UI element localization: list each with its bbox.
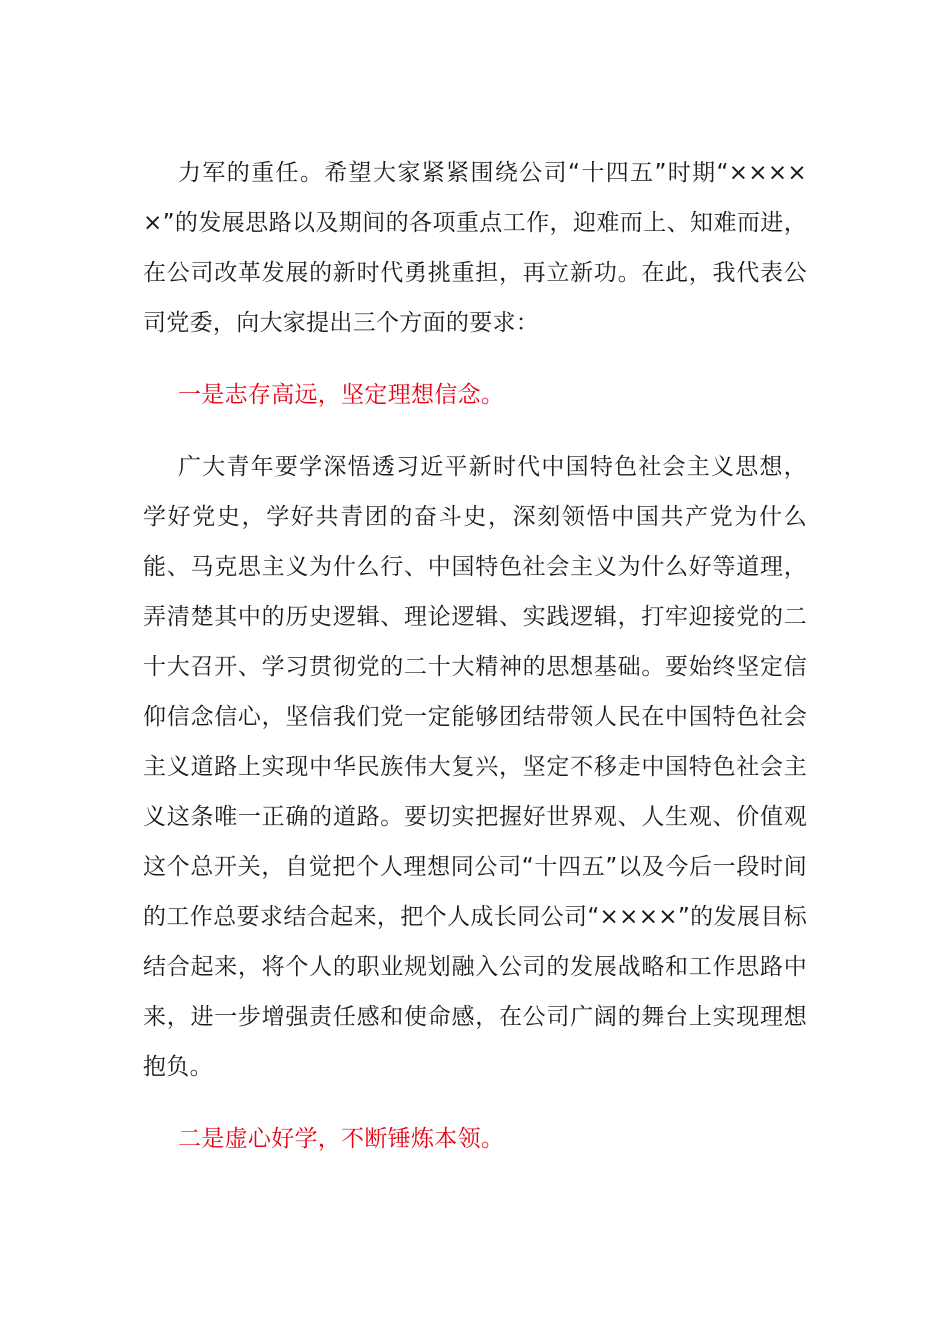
document-body [143, 148, 807, 1164]
paragraph-spacer [143, 1092, 807, 1114]
paragraph-spacer [143, 348, 807, 370]
section-body-1: 广大青年要学深悟透习近平新时代中国特色社会主义思想，学好党史，学好共青团的奋斗史，深刻领悟中国共产党为什么能、马克思主义为什么行、中国特色社会主义为什么好等道理，弄清楚其中的历史逻辑、理论逻辑、实践逻辑，打牢迎接党的二十大召开、学习贯彻党的二十大精神的思想基础。要始终坚定信仰信念信心，坚信我们党一定能够团结带领人民在中国特色社会主义道路上实现中华民族伟大复兴，坚定不移走中国特色社会主义这条唯一正确的道路。要切实把握好世界观、人生观、价值观这个总开关，自觉把个人理想同公司“十四五”以及今后一段时间的工作总要求结合起来，把个人成长同公司“××××”的发展目标结合起来，将个人的职业规划融入公司的发展战略和工作思路中来，进一步增强责任感和使命感，在公司广阔的舞台上实现理想抱负。 [143, 454, 807, 1080]
section-heading-2: 二是虚心好学，不断锤炼本领。 [178, 1126, 505, 1152]
intro-paragraph: 力军的重任。希望大家紧紧围绕公司“十四五”时期“×××××”的发展思路以及期间的各项重点工作，迎难而上、知难而进，在公司改革发展的新时代勇挑重担，再立新功。在此，我代表公司党委，向大家提出三个方面的要求： [143, 160, 807, 336]
paragraph-spacer [143, 420, 807, 442]
section-heading-1: 一是志存高远，坚定理想信念。 [178, 382, 505, 408]
